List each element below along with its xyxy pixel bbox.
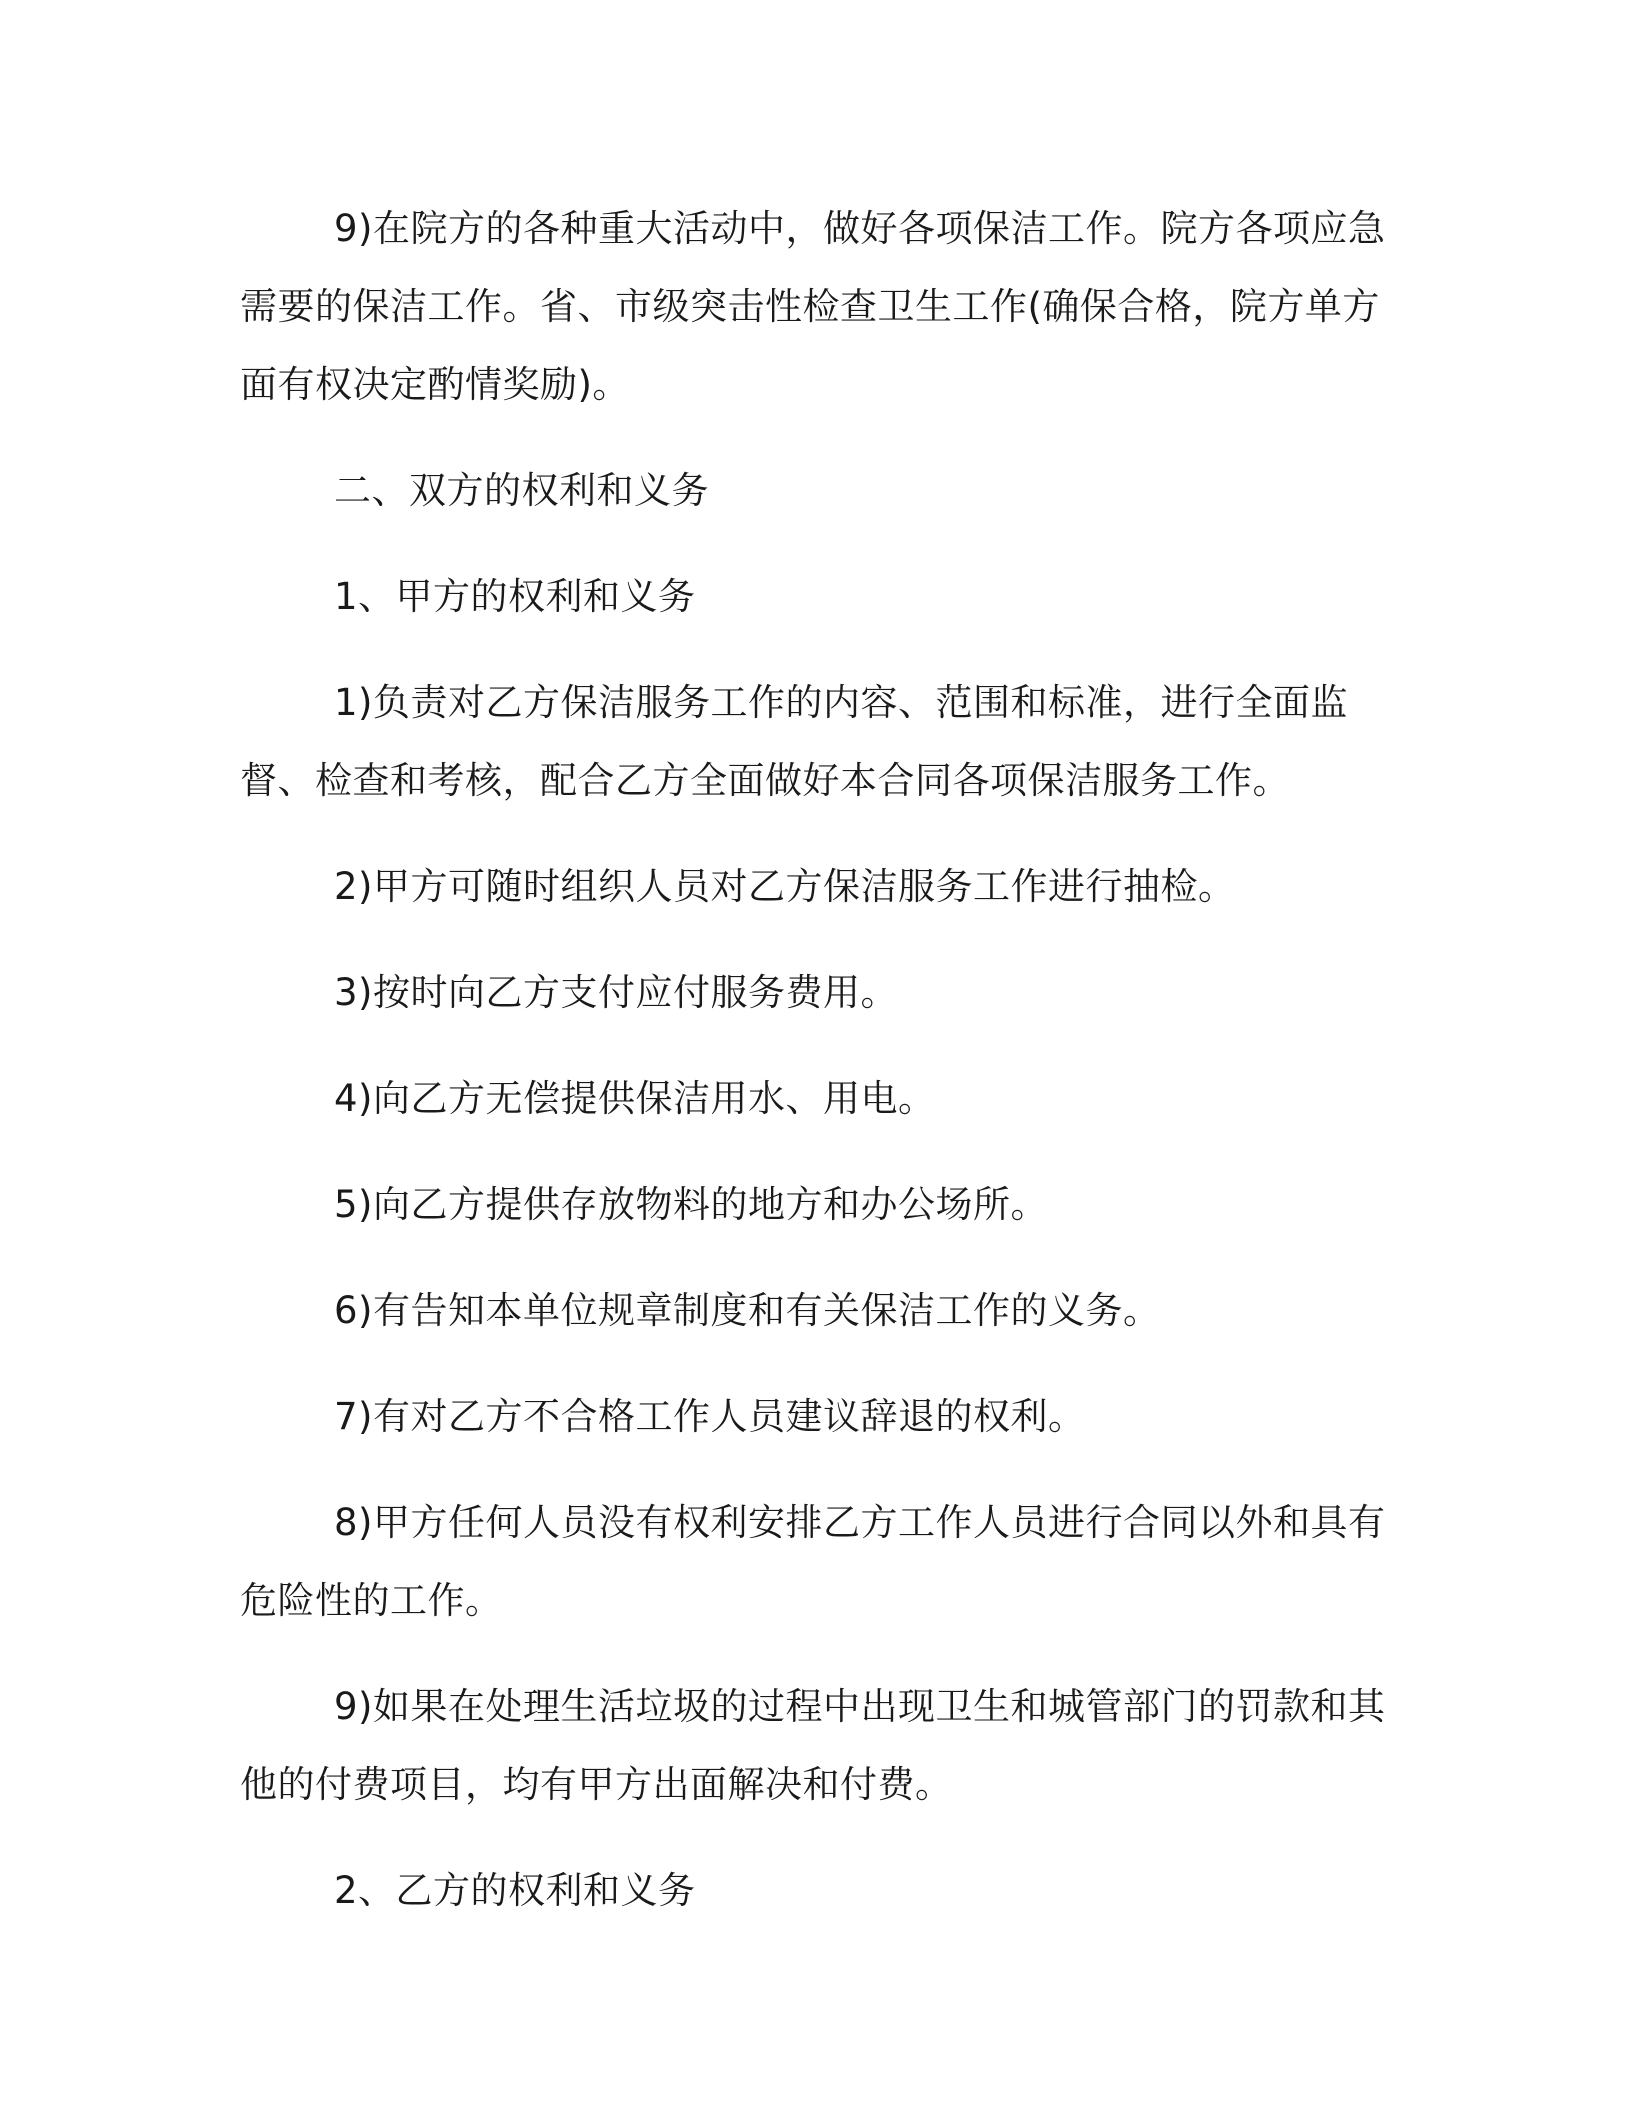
paragraph-party-a-item-3: 3)按时向乙方支付应付服务费用。 bbox=[334, 971, 898, 1014]
subsection-heading-party-b: 2、乙方的权利和义务 bbox=[334, 1869, 696, 1912]
subsection-heading-party-a: 1、甲方的权利和义务 bbox=[334, 575, 696, 618]
section-heading-rights-obligations: 二、双方的权利和义务 bbox=[334, 469, 709, 512]
paragraph-party-a-item-2: 2)甲方可随时组织人员对乙方保洁服务工作进行抽检。 bbox=[334, 865, 1236, 908]
paragraph-party-a-item-6: 6)有告知本单位规章制度和有关保洁工作的义务。 bbox=[334, 1289, 1161, 1332]
paragraph-party-a-item-5: 5)向乙方提供存放物料的地方和办公场所。 bbox=[334, 1183, 1048, 1226]
paragraph-party-a-item-4: 4)向乙方无偿提供保洁用水、用电。 bbox=[334, 1077, 936, 1120]
paragraph-party-a-item-9: 9)如果在处理生活垃圾的过程中出现卫生和城管部门的罚款和其他的付费项目，均有甲方出面解决和付费。 bbox=[240, 1685, 1386, 1806]
paragraph-party-a-item-7: 7)有对乙方不合格工作人员建议辞退的权利。 bbox=[334, 1395, 1086, 1438]
paragraph-party-a-item-8: 8)甲方任何人员没有权利安排乙方工作人员进行合同以外和具有危险性的工作。 bbox=[240, 1501, 1386, 1622]
paragraph-party-a-item-1: 1)负责对乙方保洁服务工作的内容、范围和标准，进行全面监督、检查和考核，配合乙方全面做好本合同各项保洁服务工作。 bbox=[240, 681, 1348, 802]
document-body bbox=[240, 190, 1400, 1958]
paragraph-item-9-emergency-cleaning: 9)在院方的各种重大活动中，做好各项保洁工作。院方各项应急需要的保洁工作。省、市级突击性检查卫生工作(确保合格，院方单方面有权决定酌情奖励)。 bbox=[240, 207, 1386, 406]
